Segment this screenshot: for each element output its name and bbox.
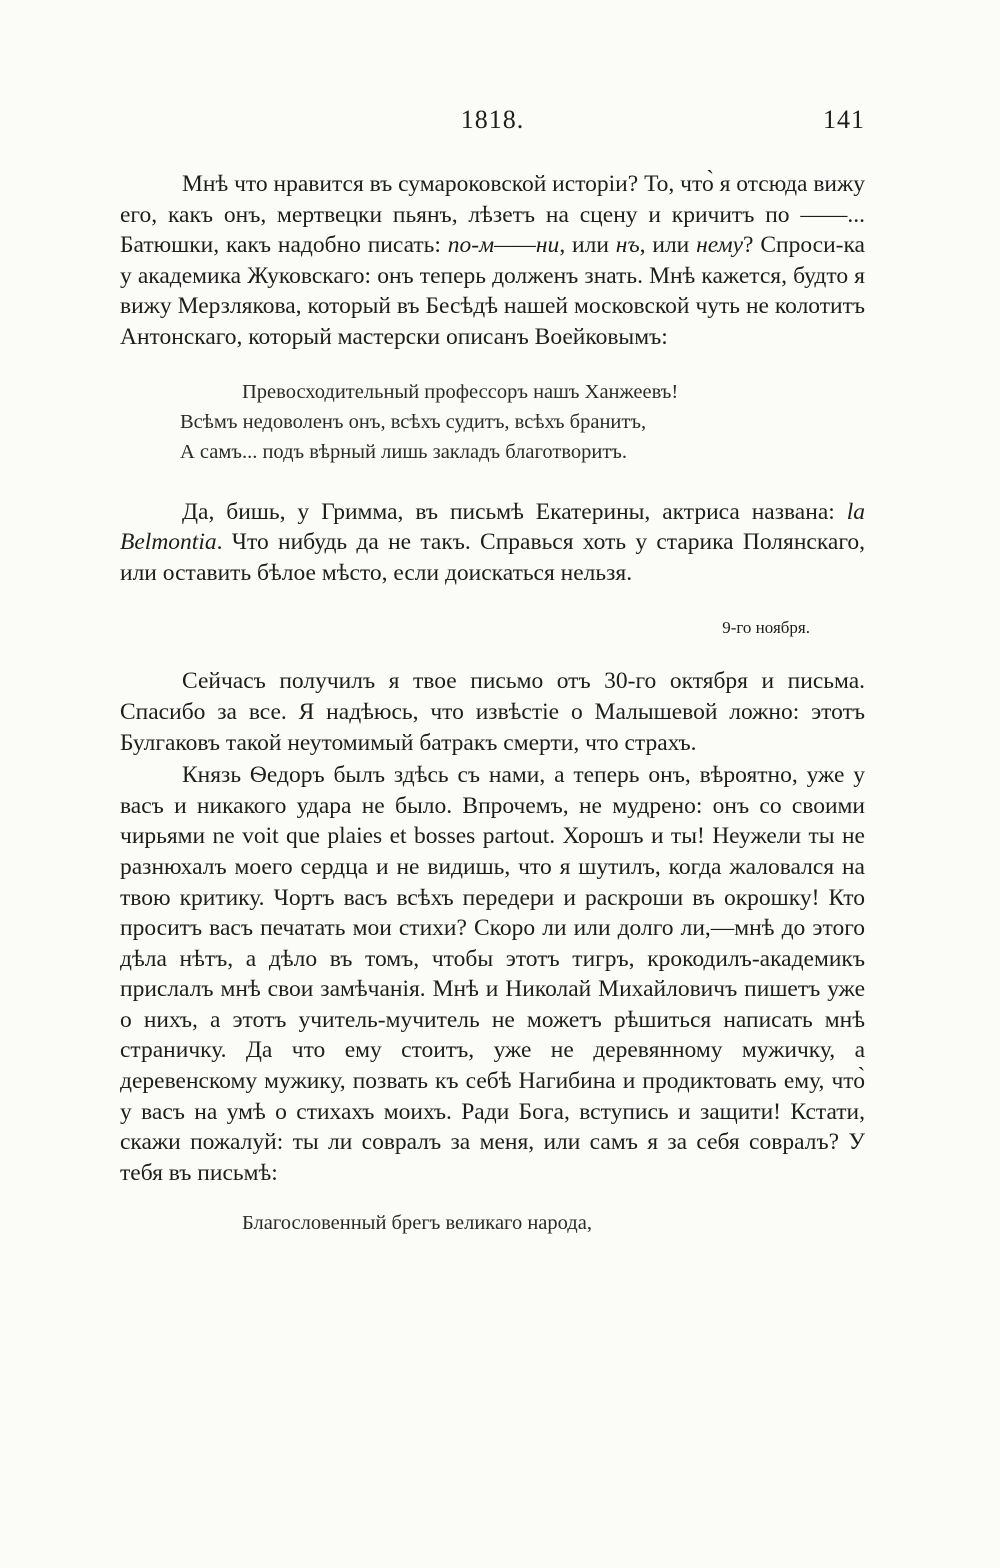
paragraph-text: Мнѣ что нравится въ сумароковской исторіи? То, что̀ я отсюда вижу его, какъ онъ, мертвецки пьянъ, лѣзетъ на сцену и кричитъ по ——... Батюшки, какъ надобно писать:	[120, 171, 865, 259]
header-year: 1818.	[460, 105, 525, 134]
paragraph-sumarokov	[120, 169, 865, 353]
paragraph-grimm	[120, 497, 865, 589]
poem-quote-closing	[120, 1208, 865, 1238]
paragraph-text: Да, бишь, у Гримма, въ письмѣ Екатерины, актриса названа:	[182, 498, 847, 525]
poem-line: Благословенный брегъ великаго народа,	[242, 1212, 592, 1235]
italic-word: нъ	[615, 232, 640, 259]
book-page	[120, 105, 865, 1238]
poem-quote-voeikov	[120, 377, 865, 467]
paragraph-text: . Что нибудь да не такъ. Справься хоть у старика Полянскаго, или оставить бѣлое мѣсто, если доискаться нельзя.	[120, 529, 865, 586]
poem-line: А самъ... подъ вѣрный лишь закладъ благотворитъ.	[180, 440, 628, 463]
paragraph-text: ? Спроси-ка у академика Жуковскаго: онъ теперь долженъ знать. Мнѣ кажется, будто я вижу Мерзлякова, который въ Бесѣдѣ нашей московской чуть не колотитъ Антонскаго, который мастерски описанъ Воейковымъ:	[120, 232, 865, 350]
page-header	[120, 105, 865, 155]
italic-word: la Belmontia	[120, 498, 865, 556]
paragraph-prince-fedor: Князь Ѳедоръ былъ здѣсь съ нами, а теперь онъ, вѣроятно, уже у васъ и никакого удара не было. Впрочемъ, не мудрено: онъ со своими чирьями ne voit que plaies et bosses partout. Хорошъ и ты! Неужели ты не разнюхалъ моего сердца и не видишь, что я шутилъ, когда жаловался на твою критику. Чортъ васъ всѣхъ передери и раскроши въ окрошку! Кто проситъ васъ печатать мои стихи? Скоро ли или долго ли,—мнѣ до этого дѣла нѣтъ, а дѣло въ томъ, чтобы этотъ тигръ, крокодилъ-академикъ прислалъ мнѣ свои замѣчанія. Мнѣ и Николай Михайловичъ пишетъ уже о нихъ, а этотъ учитель-мучитель не можетъ рѣшиться написать мнѣ страничку. Да что ему стоитъ, уже не деревянному мужичку, а деревенскому мужику, позвать къ себѣ Нагибина и продиктовать ему, что̀ у васъ на умѣ о стихахъ моихъ. Ради Бога, вступись и защити! Кстати, скажи пожалуй: ты ли совралъ за меня, или самъ я за себя совралъ? У тебя въ письмѣ:	[120, 762, 865, 1186]
letter-date: 9-го ноября.	[722, 618, 810, 638]
italic-word: нему	[696, 232, 744, 259]
page-number: 141	[823, 105, 865, 134]
paragraph-text: , или	[639, 232, 697, 259]
poem-line: Всѣмъ недоволенъ онъ, всѣхъ судитъ, всѣхъ бранитъ,	[180, 410, 647, 433]
paragraph-text: , или	[559, 232, 616, 259]
poem-line: Превосходительный профессоръ нашъ Ханжеевъ!	[242, 380, 679, 403]
paragraph-letter-received: Сейчасъ получилъ я твое письмо отъ 30-го октября и письма. Спасибо за все. Я надѣюсь, что извѣстіе о Малышевой ложно: этотъ Булгаковъ такой неутомимый батракъ смерти, что страхъ.	[120, 668, 865, 756]
italic-word: по-м——ни	[447, 232, 560, 259]
